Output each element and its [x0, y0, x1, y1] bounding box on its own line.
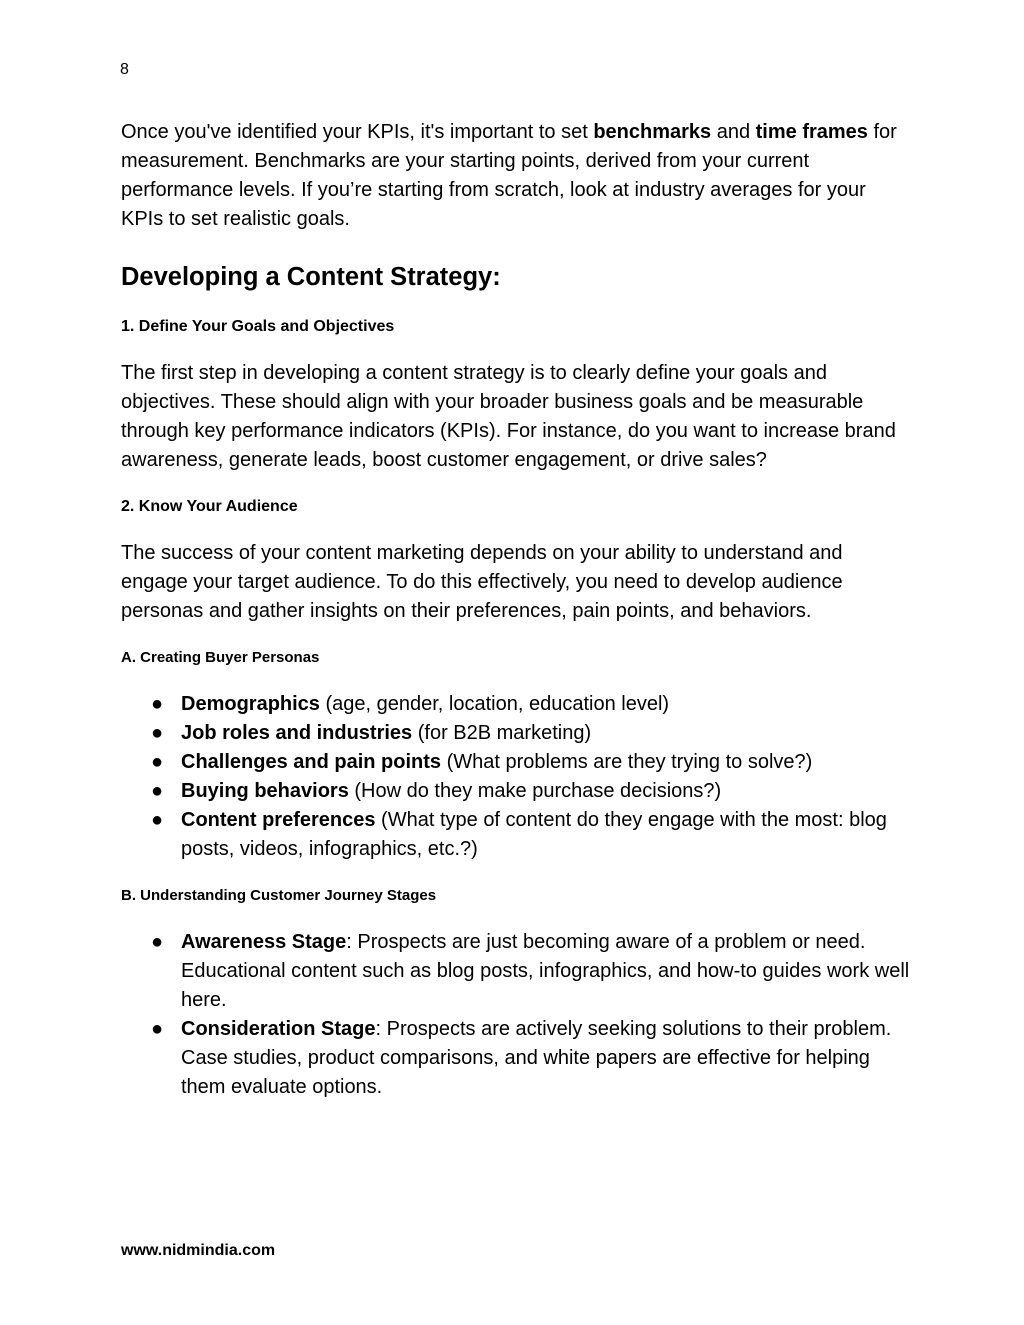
list-item-text: (How do they make purchase decisions?) — [348, 780, 722, 802]
bullet-icon: ● — [151, 722, 164, 744]
bullet-icon: ● — [151, 780, 164, 802]
intro-bold-benchmarks: benchmarks — [593, 121, 712, 143]
list-item — [121, 928, 911, 1015]
intro-text: for measurement. Benchmarks are your starting points, derived from your current performance levels. If you’re starting from scratch, look at industry averages for your KPIs to set realistic goals. — [121, 121, 897, 230]
intro-paragraph — [121, 118, 911, 234]
step2-paragraph: The success of your content marketing depends on your ability to understand and engage your target audience. To do this effectively, you need to develop audience personas and gather insights on their preferences, pain points, and behaviors. — [121, 542, 843, 622]
list-item-bold: Job roles and industries — [181, 722, 413, 744]
list-item-bold: Challenges and pain points — [181, 751, 442, 773]
journey-list — [121, 928, 911, 1102]
footer-website: www.nidmindia.com — [121, 1242, 276, 1259]
bullet-icon: ● — [151, 809, 164, 831]
list-item-bold: Content preferences — [181, 809, 376, 831]
list-item-text: (for B2B marketing) — [412, 722, 592, 744]
intro-text: Once you've identified your KPIs, it's important to set — [121, 121, 594, 143]
list-item — [121, 1015, 911, 1102]
list-item — [121, 777, 911, 806]
page-content — [121, 118, 911, 1102]
intro-bold-time-frames: time frames — [755, 121, 868, 143]
list-item — [121, 719, 911, 748]
personas-heading: A. Creating Buyer Personas — [121, 649, 320, 666]
section-title: Developing a Content Strategy: — [121, 263, 501, 291]
bullet-icon: ● — [151, 931, 164, 953]
bullet-icon: ● — [151, 693, 164, 715]
bullet-icon: ● — [151, 1018, 164, 1040]
list-item-text: : Prospects are just becoming aware of a problem or need. Educational content such as blog posts, infographics, and how-to guides work well here. — [181, 931, 910, 1011]
list-item-bold: Buying behaviors — [181, 780, 349, 802]
page-number: 8 — [120, 61, 129, 78]
list-item-text: (What type of content do they engage with the most: blog posts, videos, infographics, etc.?) — [181, 809, 887, 860]
list-item-bold: Consideration Stage — [181, 1018, 376, 1040]
step2-heading: 2. Know Your Audience — [121, 498, 298, 515]
list-item-text: : Prospects are actively seeking solutions to their problem. Case studies, product comparisons, and white papers are effective for helping them evaluate options. — [181, 1018, 892, 1098]
step1-paragraph: The first step in developing a content strategy is to clearly define your goals and objectives. These should align with your broader business goals and be measurable through key performance indicators (KPIs). For instance, do you want to increase brand awareness, generate leads, boost customer engagement, or drive sales? — [121, 362, 896, 471]
list-item — [121, 748, 911, 777]
list-item — [121, 690, 911, 719]
list-item-bold: Awareness Stage — [181, 931, 347, 953]
intro-text: and — [711, 121, 756, 143]
journey-heading: B. Understanding Customer Journey Stages — [121, 887, 437, 904]
personas-list — [121, 690, 911, 864]
list-item-text: (What problems are they trying to solve?) — [441, 751, 813, 773]
list-item-bold: Demographics — [181, 693, 320, 715]
bullet-icon: ● — [151, 751, 164, 773]
step1-heading: 1. Define Your Goals and Objectives — [121, 318, 395, 335]
list-item-text: (age, gender, location, education level) — [319, 693, 670, 715]
list-item — [121, 806, 911, 864]
